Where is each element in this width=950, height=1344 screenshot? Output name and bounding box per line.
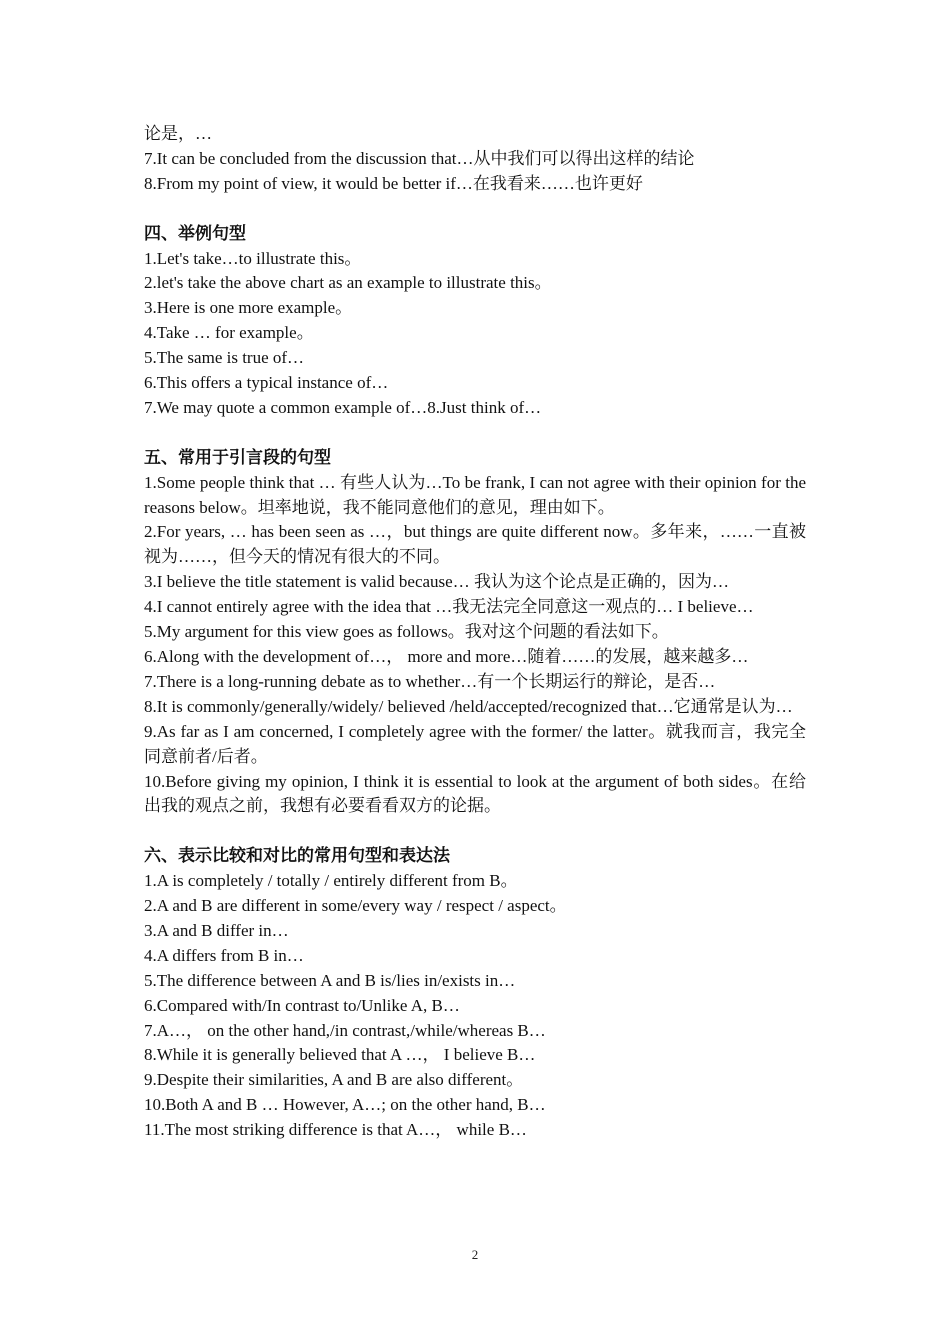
list-item: 2.let's take the above chart as an example to illustrate this。 (144, 273, 552, 293)
list-item: 4.Take … for example。 (144, 323, 314, 343)
list-item: 6.Compared with/In contrast to/Unlike A, B… (144, 995, 460, 1015)
list-item: 11.The most striking difference is that A…， while B… (144, 1120, 527, 1140)
section-heading-comparison: 六、表示比较和对比的常用句型和表达法 (144, 846, 450, 866)
document-body (144, 122, 806, 1143)
section-heading-examples: 四、举例句型 (144, 223, 246, 243)
list-item: 7.A…， on the other hand,/in contrast,/while/whereas B… (144, 1020, 546, 1040)
list-item: 4.I cannot entirely agree with the idea that …我无法完全同意这一观点的… I believe… (144, 597, 754, 617)
text-line: 8.From my point of view, it would be better if…在我看来……也许更好 (144, 173, 643, 193)
paragraph-spacer (144, 421, 806, 446)
list-item: 2.For years, … has been seen as …，but things are quite different now。多年来，……一直被视为……，但今天的情况有很大的不同。 (144, 522, 806, 567)
list-item: 9.Despite their similarities, A and B are also different。 (144, 1070, 524, 1090)
list-item: 7.We may quote a common example of…8.Just think of… (144, 397, 542, 417)
list-item: 6.This offers a typical instance of… (144, 373, 389, 393)
list-item: 4.A differs from B in… (144, 945, 304, 965)
list-item: 6.Along with the development of…， more and more…随着……的发展，越来越多… (144, 647, 749, 666)
list-item: 3.I believe the title statement is valid because… 我认为这个论点是正确的，因为… (144, 572, 729, 592)
list-item: 9.As far as I am concerned, I completely agree with the former/ the latter。就我而言，我完全同意前者/后者。 (144, 721, 806, 766)
list-item: 5.The same is true of… (144, 348, 305, 368)
list-item: 10.Both A and B … However, A…; on the other hand, B… (144, 1095, 546, 1115)
paragraph-spacer (144, 197, 806, 222)
list-item: 1.Let's take…to illustrate this。 (144, 248, 362, 268)
list-item: 8.It is commonly/generally/widely/ believed /held/accepted/recognized that…它通常是认为… (144, 696, 793, 716)
list-item: 2.A and B are different in some/every way / respect / aspect。 (144, 896, 567, 916)
page-number: 2 (471, 1247, 479, 1262)
list-item: 10.Before giving my opinion, I think it is essential to look at the argument of both sides。在给出我的观点之前，我想有必要看看双方的论据。 (144, 771, 806, 816)
list-item: 3.Here is one more example。 (144, 298, 353, 318)
paragraph-spacer (144, 819, 806, 844)
list-item: 1.Some people think that … 有些人认为…To be frank, I can not agree with their opinion for the reasons below。坦率地说，我不能同意他们的意见，理由如下。 (144, 472, 806, 517)
list-item: 5.The difference between A and B is/lies in/exists in… (144, 970, 516, 990)
list-item: 8.While it is generally believed that A …， I believe B… (144, 1045, 536, 1065)
text-line: 论是，… (144, 124, 212, 143)
section-heading-introduction: 五、常用于引言段的句型 (144, 447, 331, 467)
list-item: 3.A and B differ in… (144, 920, 289, 940)
list-item: 1.A is completely / totally / entirely different from B。 (144, 871, 518, 891)
list-item: 7.There is a long-running debate as to whether…有一个长期运行的辩论，是否… (144, 671, 716, 691)
text-line: 7.It can be concluded from the discussion that…从中我们可以得出这样的结论 (144, 148, 695, 168)
list-item: 5.My argument for this view goes as follows。我对这个问题的看法如下。 (144, 622, 669, 642)
